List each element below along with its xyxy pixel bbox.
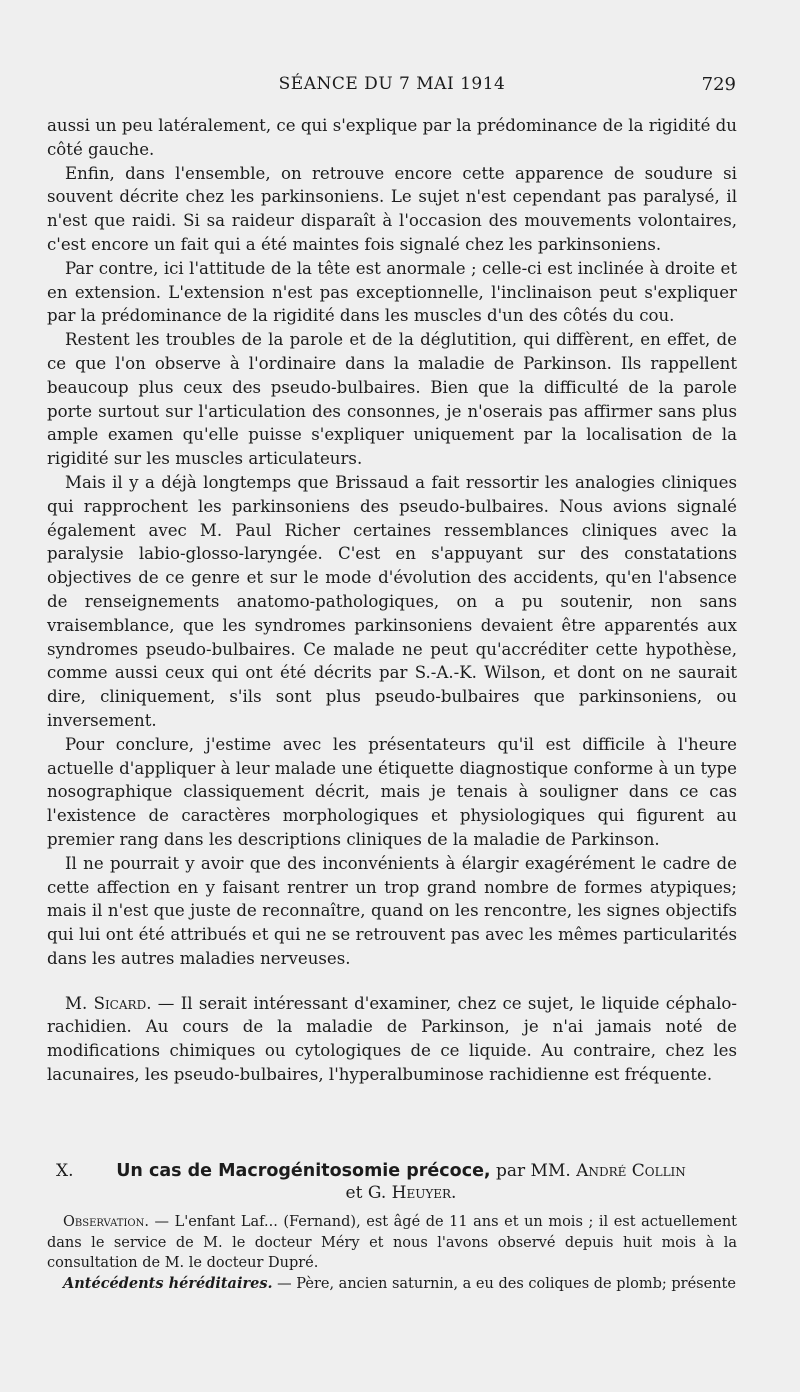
observation-block — [47, 1212, 737, 1294]
body-text — [47, 114, 737, 1087]
paragraph: aussi un peu latéralement, ce qui s'explique par la prédominance de la rigidité du côté gauche. — [47, 116, 737, 159]
section-heading — [56, 1160, 746, 1204]
section-authors-line — [56, 1182, 746, 1204]
paragraph: Restent les troubles de la parole et de la déglutition, qui diffèrent, en effet, de ce que l'on observe à l'ordinaire dans la maladie de Parkinson. Ils rappellent beaucoup plus ceux des pseudo-bulbaires. Bien que la difficulté de la parole porte surtout sur l'articulation des consonnes, je n'oserais pas affirmer sans plus ample examen qu'elle puisse s'expliquer uniquement par la localisation de la rigidité sur les muscles articulateurs. — [47, 330, 737, 469]
speaker-prefix: M. — [65, 993, 94, 1013]
observation-text: — L'enfant Laf... (Fernand), est âgé de 11 ans et un mois ; il est actuellement dans le service de M. le docteur Méry et nous l'avons observé depuis huit mois à la consultation de M. le docteur Dupré. — [47, 1214, 737, 1271]
section-by: par MM. — [490, 1161, 577, 1181]
page-header-title: SÉANCE DU 7 MAI 1914 — [278, 74, 506, 94]
observation-label: Observation. — [63, 1214, 149, 1230]
paragraph: Mais il y a déjà longtemps que Brissaud a fait ressortir les analogies cliniques qui rapprochent les parkinsoniens des pseudo-bulbaires. Nous avions signalé également avec M. Paul Richer certaines ressemblances cliniques avec la paralysie labio-glosso-laryngée. C'est en s'appuyant sur des constatations objectives de ce genre et sur le mode d'évolution des accidents, qu'en l'absence de renseignements anatomo-pathologiques, on a pu soutenir, non sans vraisemblance, que les syndromes parkinsoniens devaient être apparentés aux syndromes pseudo-bulbaires. Ce malade ne peut qu'accréditer cette hypothèse, comme aussi ceux qui ont été décrits par S.-A.-K. Wilson, et dont on ne saurait dire, cliniquement, s'ils sont plus pseudo-bulbaires que parkinsoniens, ou inversement. — [47, 472, 737, 730]
section-title-line — [56, 1160, 746, 1182]
section-number: X. — [56, 1161, 74, 1181]
paragraph: Par contre, ici l'attitude de la tête est anormale ; celle-ci est inclinée à droite et en extension. L'extension n'est pas exceptionnelle, l'inclinaison peut s'expliquer par la prédominance de la rigidité dans les muscles d'un des côtés du cou. — [47, 258, 737, 326]
author-name: André Collin — [576, 1161, 686, 1181]
paragraph: Pour conclure, j'estime avec les présentateurs qu'il est difficile à l'heure actuelle d'appliquer à leur malade une étiquette diagnostique conforme à un type nosographique classiquement décrit, mais je tenais à souligner dans ce cas l'existence de caractères morphologiques et physiologiques qui figurent au premier rang dans les descriptions cliniques de la maladie de Parkinson. — [47, 734, 737, 849]
section-title: Un cas de Macrogénitosomie précoce, — [116, 1161, 491, 1181]
antecedents-paragraph — [47, 1274, 737, 1295]
section-and: et G. — [345, 1183, 392, 1203]
observation-paragraph — [47, 1212, 737, 1274]
antecedents-label: Antécédents héréditaires. — [63, 1274, 273, 1292]
paragraph: Il ne pourrait y avoir que des inconvénients à élargir exagérément le cadre de cette affection en y faisant rentrer un trop grand nombre de formes atypiques; mais il n'est que juste de reconnaître, quand on les rencontre, les signes objectifs qui lui ont été attribués et qui ne se retrouvent pas avec les mêmes particularités dans les autres maladies nerveuses. — [47, 853, 737, 968]
author-name: Heuyer. — [391, 1183, 457, 1203]
speaker-name: Sicard — [93, 993, 147, 1013]
sicard-remark — [47, 992, 737, 1087]
paragraph: Enfin, dans l'ensemble, on retrouve encore cette apparence de soudure si souvent décrite chez les parkinsoniens. Le sujet n'est cependant pas paralysé, il n'est que raidi. Si sa raideur disparaît à l'occasion des mouvements volontaires, c'est encore un fait qui a été maintes fois signalé chez les parkinsoniens. — [47, 163, 737, 254]
remark-text: . — Il serait intéressant d'examiner, chez ce sujet, le liquide céphalo-rachidien. Au cours de la maladie de Parkinson, je n'ai jamais noté de modifications chimiques ou cytologiques de ce liquide. Au contraire, chez les lacunaires, les pseudo-bulbaires, l'hyperalbuminose rachidienne est fréquente. — [47, 993, 737, 1085]
running-head — [48, 74, 736, 98]
antecedents-text: — Père, ancien saturnin, a eu des coliques de plomb; présente — [272, 1275, 736, 1292]
page-number: 729 — [701, 74, 736, 95]
